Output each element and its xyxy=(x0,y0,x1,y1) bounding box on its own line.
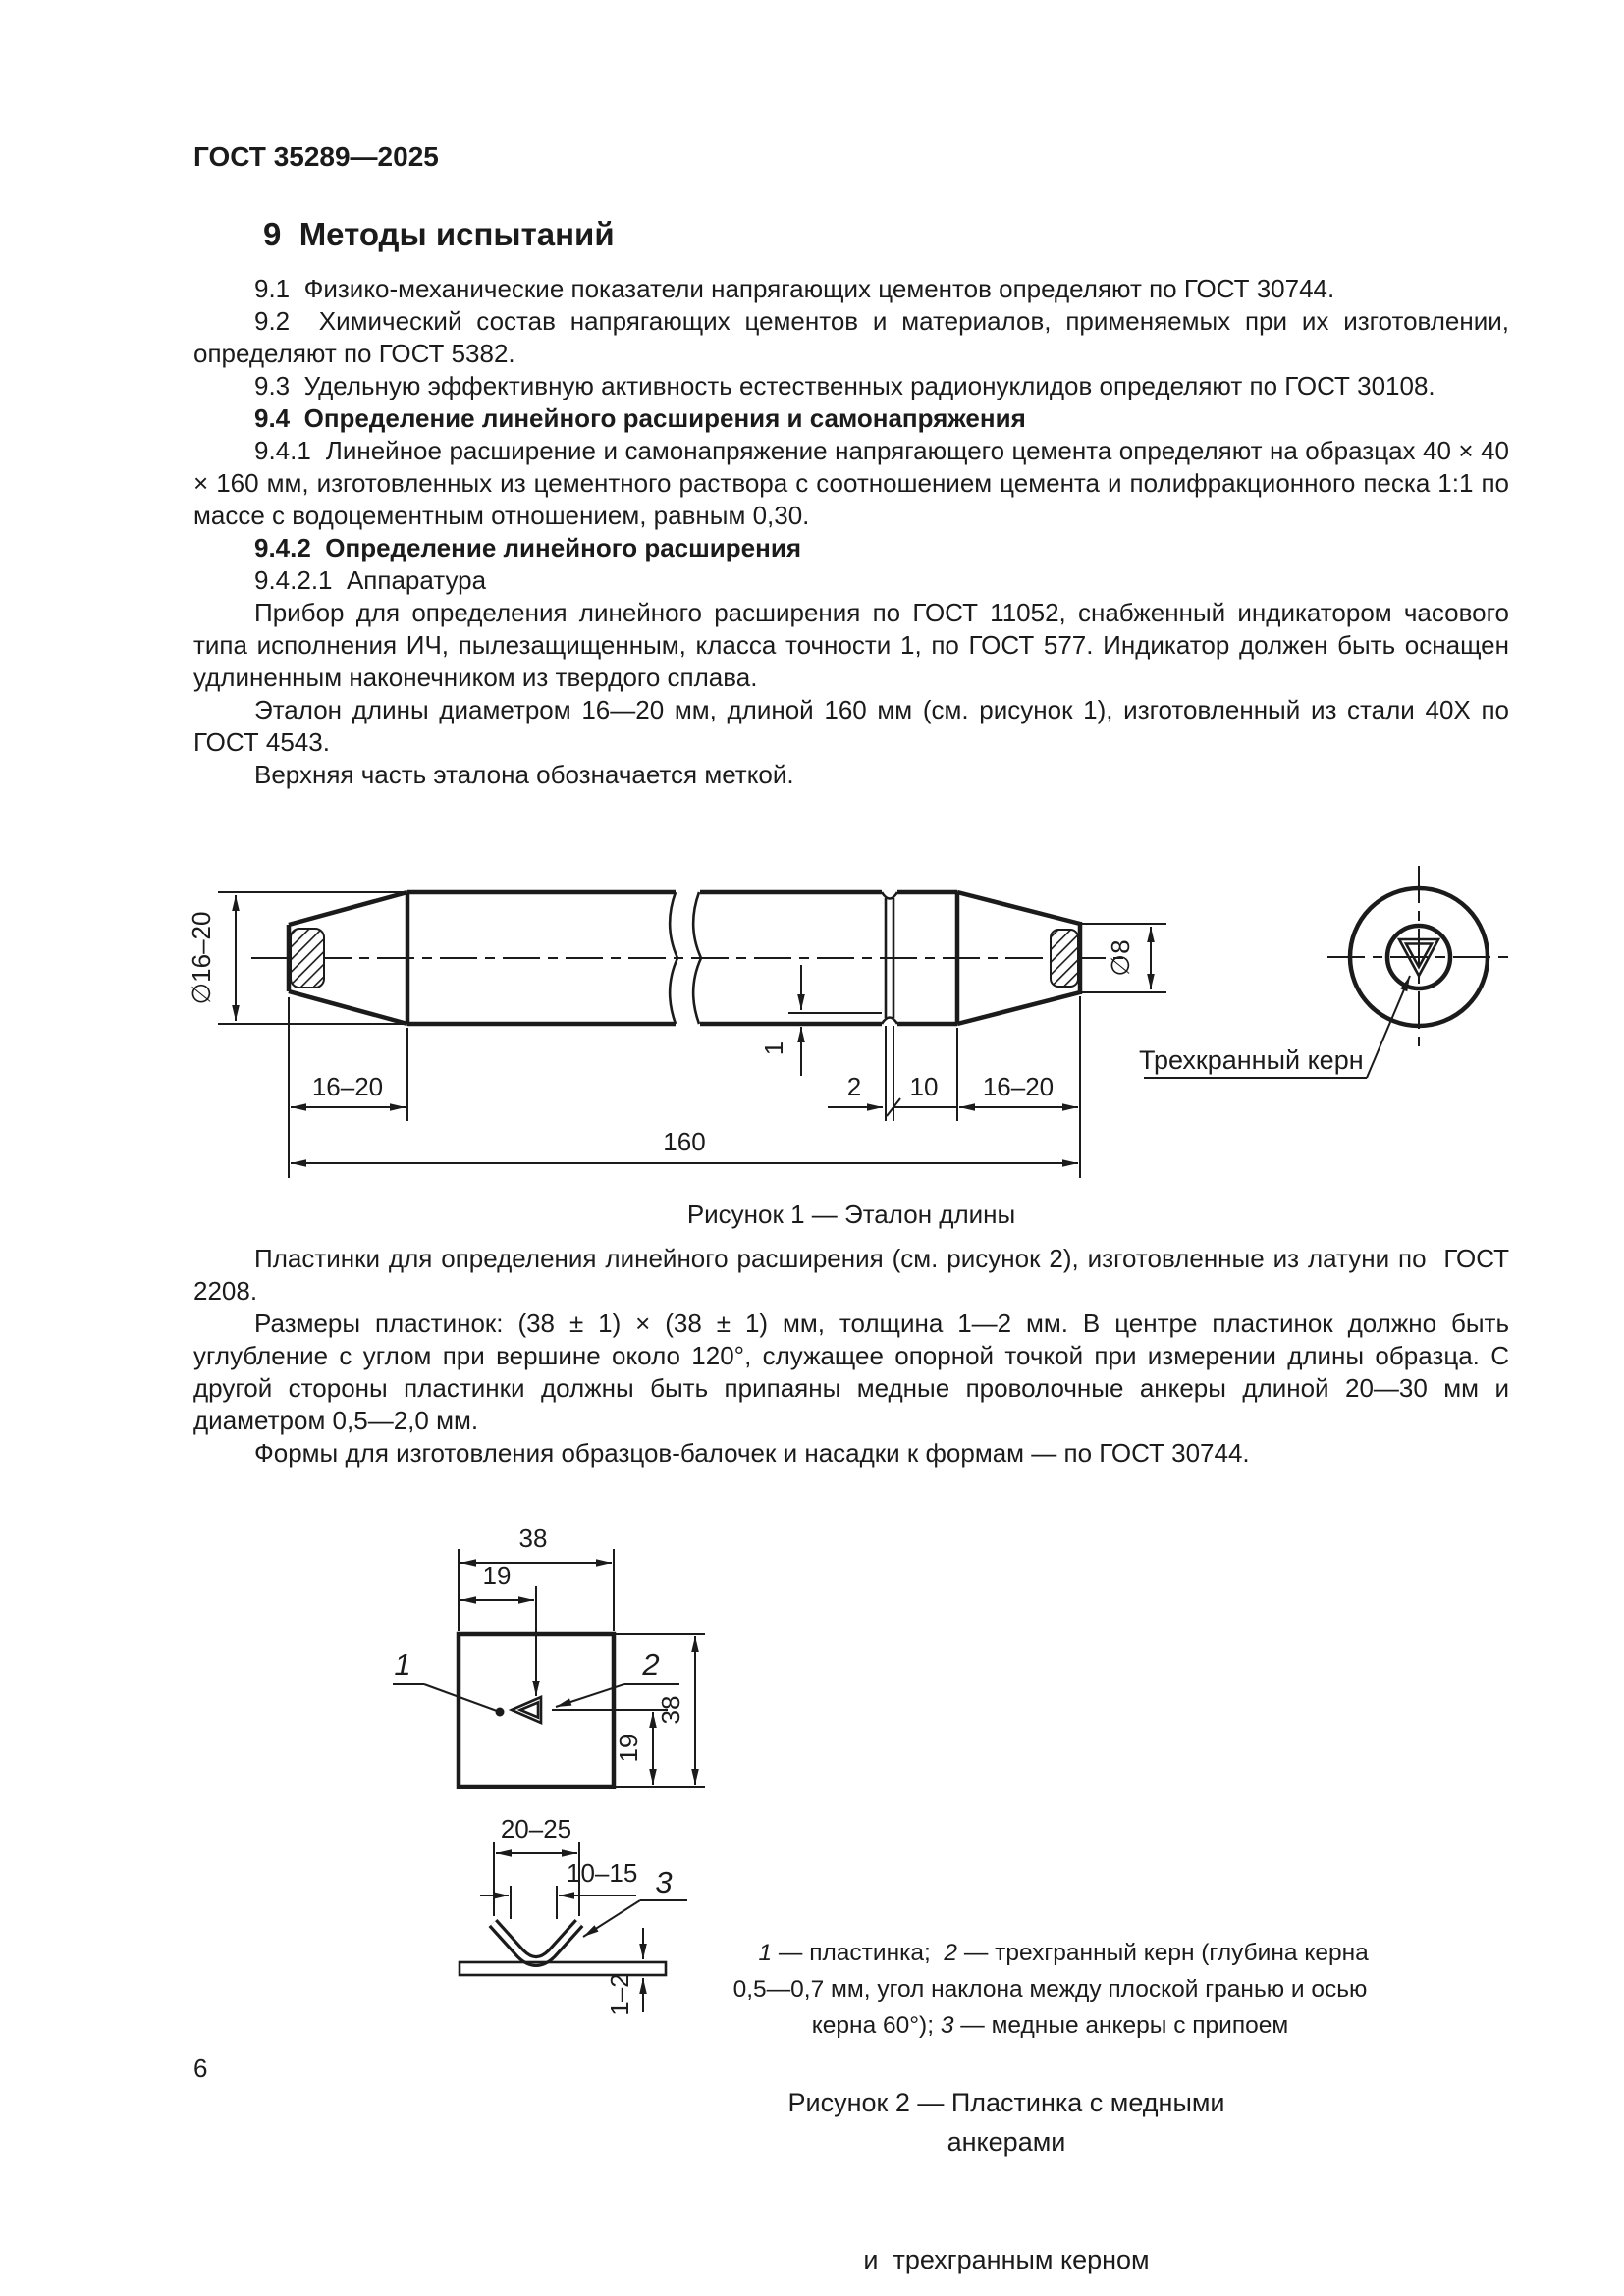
fig1-dim-ten: 10 xyxy=(909,1072,939,1101)
heading-9-4-2: 9.4.2 Определение линейного расширения xyxy=(254,533,801,562)
fig1-kern-label: Трехкранный керн xyxy=(1139,1045,1364,1075)
fig1-dim-diameter-right: ∅8 xyxy=(1106,939,1135,977)
paragraph-forms: Формы для изготовления образцов-балочек и насадки к формам — по ГОСТ 30744. xyxy=(254,1438,1250,1468)
fig2-dim-38-top: 38 xyxy=(518,1523,548,1553)
fig1-right-face-hatch xyxy=(1051,930,1078,987)
fig2-plate-side xyxy=(460,1962,666,1975)
section-title: 9 Методы испытаний xyxy=(263,216,615,252)
paragraph-9-3: 9.3 Удельную эффективную активность естественных радионуклидов определяют по ГОСТ 30108. xyxy=(254,371,1435,400)
paragraph-plate-sizes: Размеры пластинок: (38 ± 1) × (38 ± 1) мм, толщина 1—2 мм. В центре пластинок должно быть углубление с углом при вершине около 120°, служащее опорной точкой при измерении длины образца. С другой стороны пластинки должны быть припаяны медные проволочные анкеры длиной 20—30 мм и диаметром 0,5—2,0 мм. xyxy=(193,1308,1517,1435)
fig1-dim-total-length: 160 xyxy=(663,1127,706,1156)
heading-9-4: 9.4 Определение линейного расширения и самонапряжения xyxy=(254,403,1026,433)
fig2-dim-10-15: 10–15 xyxy=(567,1858,638,1888)
fig2-dim-20-25: 20–25 xyxy=(500,1814,572,1843)
page-number: 6 xyxy=(193,2054,208,2083)
figure2-caption-line1: Рисунок 2 — Пластинка с медными анкерами xyxy=(787,2088,1233,2157)
legend-ref-2: 2 xyxy=(944,1940,958,1966)
fig1-dim-left-cone: 16–20 xyxy=(311,1072,384,1101)
fig1-dim-groove-width: 2 xyxy=(846,1072,862,1101)
legend-ref-3: 3 xyxy=(940,2012,954,2039)
fig1-dimension-lines xyxy=(218,892,1410,1178)
figure1-caption: Рисунок 1 — Эталон длины xyxy=(686,1200,1016,1229)
paragraph-mark: Верхняя часть эталона обозначается меткой. xyxy=(254,760,794,789)
text-body-top xyxy=(193,273,1517,791)
fig2-wire-anchors xyxy=(493,1923,579,1961)
fig2-dim-19-top: 19 xyxy=(482,1561,512,1590)
paragraph-9-1: 9.1 Физико-механические показатели напрягающих цементов определяют по ГОСТ 30744. xyxy=(254,274,1335,303)
legend-ref-1: 1 xyxy=(758,1940,773,1966)
paragraph-9-4-1: 9.4.1 Линейное расширение и самонапряжение напрягающего цемента определяют на образцах 40 × 40 × 160 мм, изготовленных из цементного раствора с соотношением цемента и полифракционного песка 1:1 по массе с водоцементным отношением, равным 0,30. xyxy=(193,436,1517,530)
fig2-dim-19-right: 19 xyxy=(614,1734,643,1763)
fig1-dim-diameter-left: ∅16–20 xyxy=(187,911,216,1005)
fig1-dim-right-cone: 16–20 xyxy=(982,1072,1055,1101)
fig2-ref-3: 3 xyxy=(655,1865,673,1899)
text-body-middle xyxy=(193,1243,1517,1469)
legend-text-3: — медные анкеры с припоем xyxy=(953,2012,1289,2039)
legend-text-1: — пластинка; xyxy=(772,1940,945,1966)
fig2-ref-1: 1 xyxy=(394,1647,411,1682)
paragraph-plates: Пластинки для определения линейного расширения (см. рисунок 2), изготовленные из латуни по ГОСТ 2208. xyxy=(193,1244,1517,1306)
paragraph-etalon: Эталон длины диаметром 16—20 мм, длиной 160 мм (см. рисунок 1), изготовленный из стали 40Х по ГОСТ 4543. xyxy=(193,695,1517,757)
fig1-left-face-hatch xyxy=(291,929,324,988)
paragraph-9-4-2-1: 9.4.2.1 Аппаратура xyxy=(254,565,487,595)
fig1-dim-groove-depth: 1 xyxy=(759,1041,788,1056)
paragraph-device: Прибор для определения линейного расширения по ГОСТ 11052, снабженный индикатором часового типа исполнения ИЧ, пылезащищенным, класса точности 1, по ГОСТ 577. Индикатор должен быть оснащен удлиненным наконечником из твердого сплава. xyxy=(193,598,1517,692)
fig2-dim-1-2: 1–2 xyxy=(605,1973,634,2016)
figure2-caption-line2: и трехгранным керном xyxy=(863,2245,1150,2274)
fig2-dim-38-right: 38 xyxy=(656,1695,685,1725)
legend-text-2: — трехгранный керн (глубина керна 0,5—0,7 мм, угол наклона между плоской гранью и осью керна 60°); xyxy=(732,1940,1376,2039)
figure2-caption xyxy=(731,2004,1281,2296)
figure1-drawing xyxy=(147,862,1542,1190)
fig2-ref-2: 2 xyxy=(642,1647,660,1682)
fig2-punch-mark-icon xyxy=(512,1697,541,1723)
page-header: ГОСТ 35289—2025 xyxy=(193,141,439,172)
paragraph-9-2: 9.2 Химический состав напрягающих цементов и материалов, применяемых при их изготовлении, определяют по ГОСТ 5382. xyxy=(193,306,1517,368)
